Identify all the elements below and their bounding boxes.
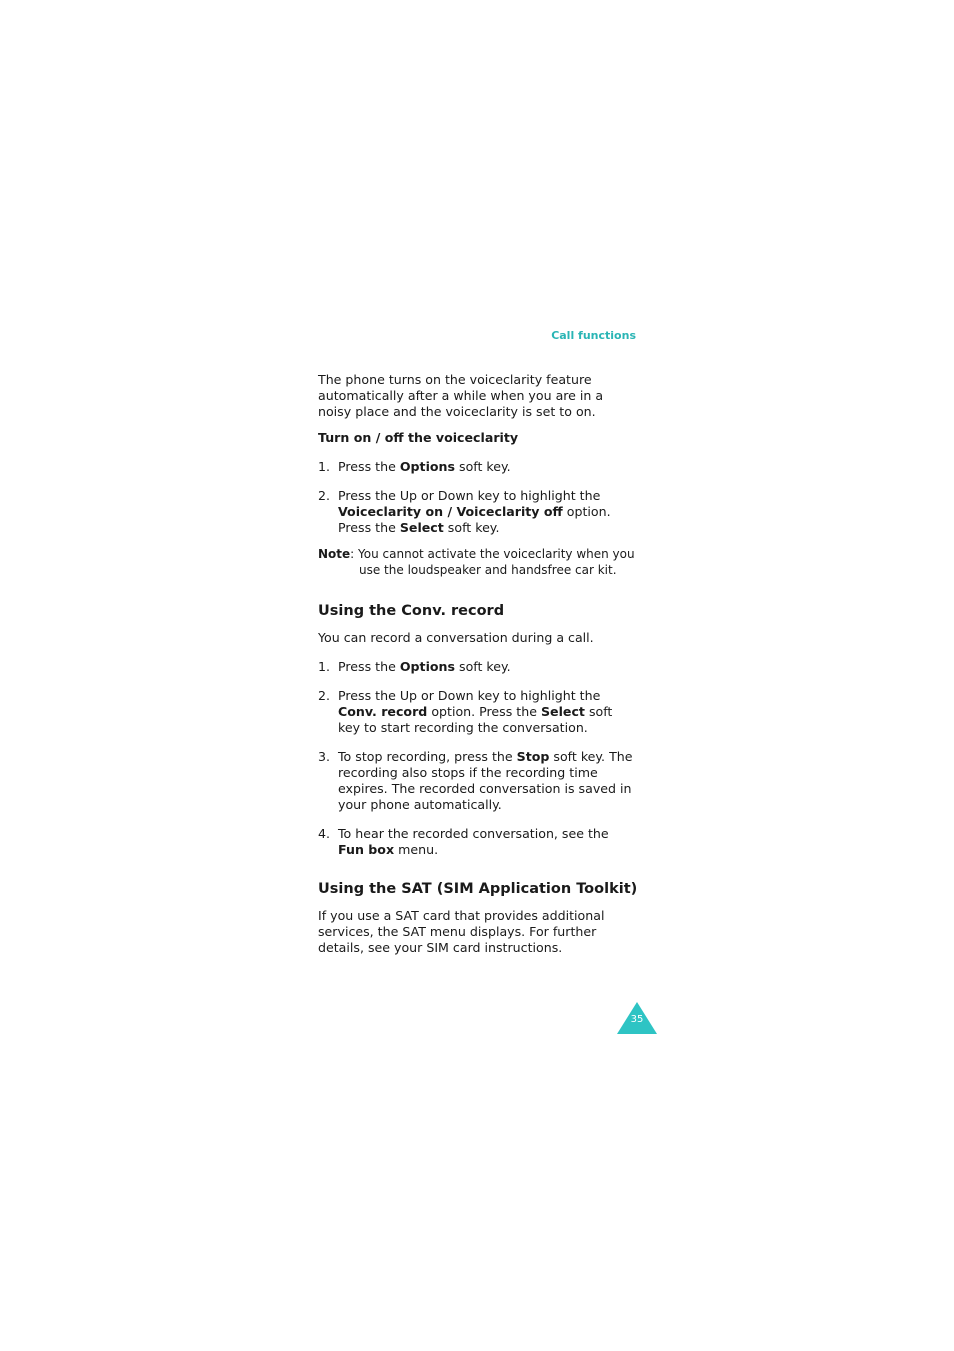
step-number: 2.: [318, 488, 331, 503]
sat-heading: Using the SAT (SIM Application Toolkit): [318, 881, 638, 897]
conv-record-step-1: 1. Press the Options soft key.: [318, 659, 511, 674]
step-number: 1.: [318, 459, 331, 474]
section-header: Call functions: [551, 329, 636, 342]
page-number-badge: [617, 1002, 657, 1034]
note-label: Note: [318, 547, 351, 561]
conv-record-step-4: 4. To hear the recorded conversation, see the Fun box menu.: [318, 826, 609, 857]
sat-body: If you use a SAT card that provides additional services, the SAT menu displays. For further details, see your SIM card instructions.: [318, 908, 605, 955]
voiceclarity-subheading: Turn on / off the voiceclarity: [318, 430, 519, 445]
page-number: 35: [630, 1014, 644, 1025]
voiceclarity-step-1: 1. Press the Options soft key.: [318, 459, 511, 474]
voiceclarity-step-2: 2. Press the Up or Down key to highlight the Voiceclarity on / Voiceclarity off option. Press the Select soft key.: [318, 488, 611, 535]
step-number: 1.: [318, 659, 331, 674]
step-number: 2.: [318, 688, 331, 703]
page-content: [318, 372, 638, 956]
step-number: 4.: [318, 826, 331, 841]
conv-record-step-3: 3. To stop recording, press the Stop soft key. The recording also stops if the recording time expires. The recorded conversation is saved in your phone automatically.: [318, 749, 633, 812]
conv-record-step-2: 2. Press the Up or Down key to highlight the Conv. record option. Press the Select soft key to start recording the conversation.: [318, 688, 613, 735]
voiceclarity-note: Note: You cannot activate the voiceclarity when you use the loudspeaker and handsfree car kit.: [318, 547, 635, 577]
conv-record-intro: You can record a conversation during a call.: [318, 630, 594, 645]
voiceclarity-intro: The phone turns on the voiceclarity feature automatically after a while when you are in a noisy place and the voiceclarity is set to on.: [318, 372, 604, 419]
conv-record-heading: Using the Conv. record: [318, 603, 505, 619]
step-number: 3.: [318, 749, 331, 764]
